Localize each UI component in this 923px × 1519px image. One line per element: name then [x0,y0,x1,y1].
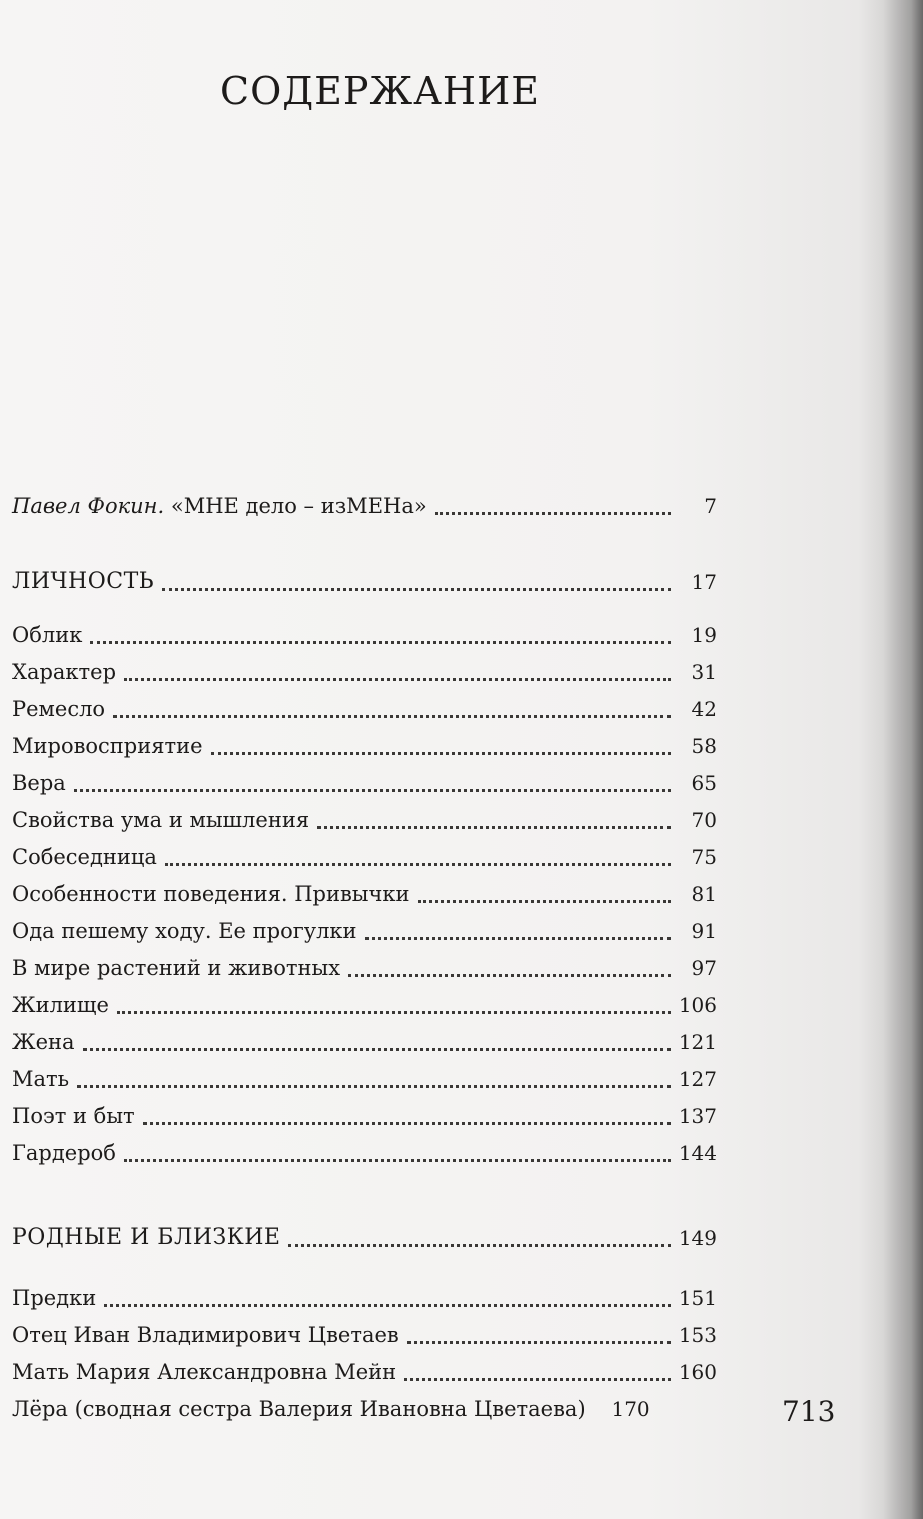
dot-leader [365,923,671,940]
toc-entry [12,691,717,723]
toc-page-number: 19 [691,623,717,647]
preface-author: Павел Фокин. [12,494,165,518]
dot-leader [288,1230,671,1247]
toc-section-lichnost [12,564,717,596]
toc-entry-label: Вера [12,771,66,795]
toc-page-number: 144 [678,1141,717,1165]
section-title: ЛИЧНОСТЬ [12,569,155,594]
toc-entry [12,876,717,908]
toc-entry-label: Жена [12,1030,75,1054]
toc-entry [12,1061,717,1093]
toc-entry-preface [12,488,717,520]
page-edge-shadow [883,0,923,1519]
toc-page-number: 81 [691,882,717,906]
toc-page-number: 42 [691,697,717,721]
dot-leader [162,574,671,591]
toc-entry-label: Мать Мария Александровна Мейн [12,1360,397,1384]
toc-entry-label [12,492,427,520]
toc-page-number: 91 [691,919,717,943]
toc-entry [12,765,717,797]
toc-entry [12,1098,717,1130]
toc-entry-label: Собеседница [12,845,157,869]
toc-entry [12,1317,717,1349]
toc-page-number: 70 [691,808,717,832]
dot-leader [211,738,671,755]
toc-entry-label: Характер [12,660,117,684]
dot-leader [77,1071,671,1088]
toc-page-number: 137 [678,1104,717,1128]
toc-entry-label: В мире растений и животных [12,956,341,980]
toc-entry [12,1354,717,1386]
toc-page-number: 58 [691,734,717,758]
dot-leader [418,886,671,903]
toc-entry-label: Жилище [12,993,109,1017]
toc-page-number: 121 [678,1030,717,1054]
toc-page-number: 75 [691,845,717,869]
toc-page-number: 149 [678,1226,717,1250]
dot-leader [165,849,671,866]
toc-entry-label: Отец Иван Владимирович Цветаев [12,1323,399,1347]
dot-leader [74,775,671,792]
dot-leader [143,1108,671,1125]
toc-entry-label: Гардероб [12,1141,116,1165]
toc-entry-label: Лёра (сводная сестра Валерия Ивановна Цветаева) [12,1397,586,1421]
section-title: РОДНЫЕ И БЛИЗКИЕ [12,1225,281,1250]
toc-page-number: 65 [691,771,717,795]
toc-entry [12,913,717,945]
dot-leader [317,812,671,829]
toc-page-number: 153 [678,1323,717,1347]
toc-entry [12,839,717,871]
toc-entry [12,654,717,686]
toc-entry-label: Особенности поведения. Привычки [12,882,410,906]
toc-page-number: 127 [678,1067,717,1091]
toc-page-number: 17 [691,570,717,594]
toc-entry [12,1024,717,1056]
dot-leader [83,1034,671,1051]
dot-leader [348,960,671,977]
toc-page-number: 170 [611,1397,650,1421]
dot-leader [117,997,671,1014]
toc-page-number: 97 [691,956,717,980]
dot-leader [113,701,671,718]
toc-entry [12,1135,717,1167]
toc-entry-label: Облик [12,623,83,647]
toc-entry [12,728,717,760]
dot-leader [435,498,671,515]
toc-page-number: 7 [704,494,717,518]
preface-title: «МНЕ дело – изМЕНа» [170,494,427,518]
dot-leader [124,664,671,681]
dot-leader [90,627,671,644]
dot-leader [407,1327,671,1344]
dot-leader [404,1364,671,1381]
toc-entry [12,1391,717,1423]
toc-entry-label: Мировосприятие [12,734,203,758]
toc-entry-label: Свойства ума и мышления [12,808,310,832]
toc-entry-label: Ремесло [12,697,106,721]
toc-page-number: 31 [691,660,717,684]
dot-leader [124,1145,671,1162]
toc-entry [12,1280,717,1312]
toc-entry-label: Предки [12,1286,97,1310]
toc-entry-label: Ода пешему ходу. Ее прогулки [12,919,357,943]
toc-entry [12,987,717,1019]
dot-leader [104,1290,671,1307]
toc-section-rodnye [12,1220,717,1252]
toc-entry [12,617,717,649]
toc-entry [12,950,717,982]
toc-page-number: 160 [678,1360,717,1384]
toc-entry [12,802,717,834]
toc-entry-label: Мать [12,1067,70,1091]
toc-entry-label: Поэт и быт [12,1104,135,1128]
page-title: СОДЕРЖАНИЕ [220,69,540,113]
folio-page-number: 713 [782,1395,836,1428]
toc-page-number: 106 [678,993,717,1017]
toc-page-number: 151 [678,1286,717,1310]
